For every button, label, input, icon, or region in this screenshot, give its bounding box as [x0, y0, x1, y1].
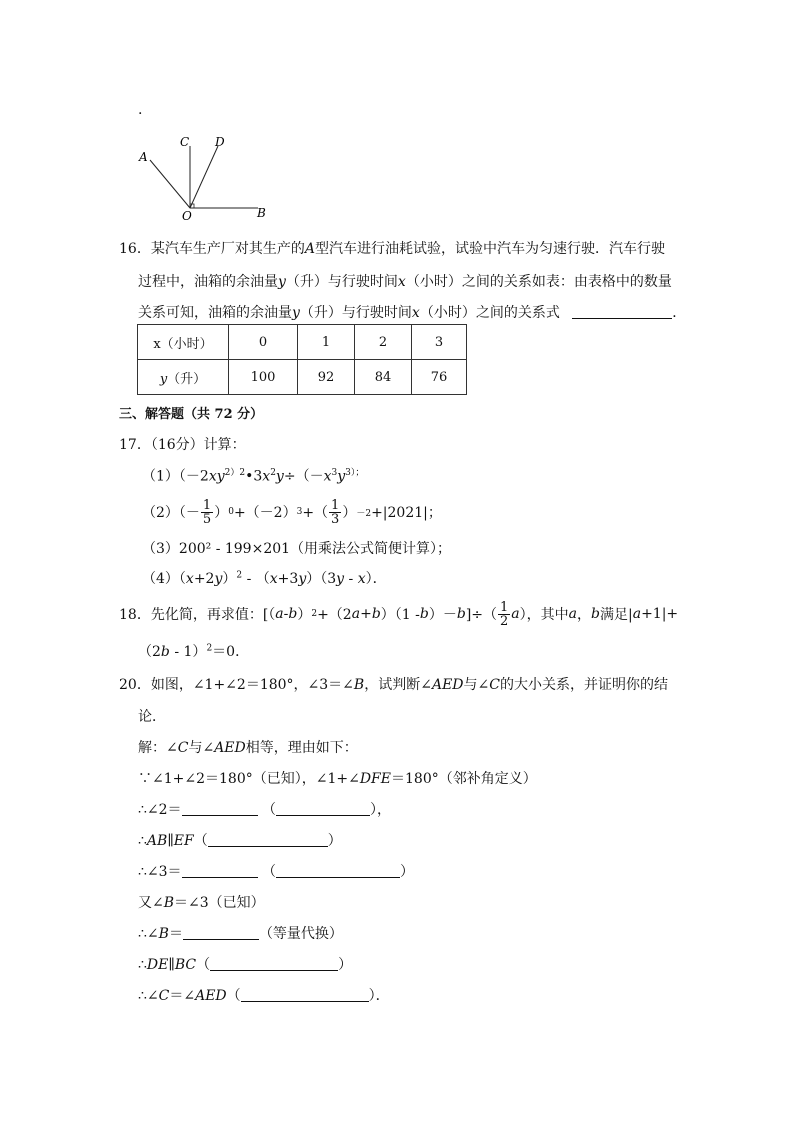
expr: （2 — [138, 644, 161, 660]
exp: 2 — [270, 468, 276, 478]
numerator: 1 — [500, 599, 509, 615]
expr: •3 — [245, 468, 263, 485]
angle-figure — [130, 128, 280, 224]
var: x — [357, 571, 366, 587]
var: x — [262, 468, 271, 485]
q16-text: （升）与行驶时间 — [299, 305, 412, 321]
answer-blank[interactable] — [183, 925, 259, 940]
expr: （等量代换） — [258, 926, 343, 942]
var: AED — [195, 988, 227, 1004]
q17-part4 — [142, 568, 387, 588]
expr: ） — [214, 505, 229, 521]
expr: 解：∠ — [138, 740, 178, 756]
var: b — [456, 606, 466, 622]
q17-head: 17．（16分）计算： — [119, 437, 246, 453]
expr: ）－ — [428, 607, 457, 623]
q16-text: ． — [672, 305, 687, 321]
var: y — [298, 571, 307, 587]
exp: －2 — [356, 508, 372, 519]
var-y: y — [278, 274, 286, 290]
q18-line1 — [119, 597, 678, 631]
expr: ）（3 — [306, 571, 337, 587]
section-heading: 三、解答题（共 72 分） — [119, 407, 264, 422]
exp: 3）； — [345, 468, 365, 478]
expr: - — [344, 571, 358, 587]
expr: 20．如图，∠1+∠2＝180°，∠3＝∠ — [119, 677, 354, 693]
step-5 — [138, 892, 265, 912]
expr: ＝ — [168, 926, 183, 942]
exp: 2 — [236, 570, 243, 581]
expr: ，试判断∠ — [364, 677, 432, 693]
var: AED — [214, 740, 246, 756]
expr: ） — [400, 864, 414, 880]
table-header-y — [138, 360, 229, 395]
expr: （4）（ — [142, 571, 186, 587]
expr: ），其中 — [519, 607, 569, 623]
var: DFE — [359, 771, 391, 787]
var: AED — [431, 677, 464, 693]
var: y — [336, 571, 345, 587]
expr: 满足| — [599, 607, 633, 623]
expr: ÷（－ — [283, 468, 324, 485]
expr: ）（1 - — [380, 607, 420, 623]
expr: ]÷（ — [465, 607, 498, 623]
var: B — [353, 677, 365, 693]
var: C — [158, 988, 170, 1004]
expr: 与∠ — [188, 740, 215, 756]
table-cell: 3 — [412, 325, 467, 360]
reason-blank[interactable] — [210, 956, 338, 971]
var: DE — [146, 957, 169, 973]
var: a — [275, 606, 284, 622]
var: x — [269, 571, 278, 587]
step-1 — [138, 768, 537, 788]
q20-line1 — [119, 674, 668, 694]
expr: ∴∠2＝ — [138, 802, 182, 818]
label-a: A — [139, 150, 148, 164]
expr: ∴∠3＝ — [138, 864, 182, 880]
table-cell: 1 — [298, 325, 355, 360]
table-cell: 100 — [229, 360, 298, 395]
expr: ）． — [365, 571, 387, 587]
q17-part3: （3）200² - 199×201（用乘法公式简便计算）； — [142, 541, 452, 557]
expr: + — [360, 606, 372, 622]
step-4 — [138, 861, 414, 881]
expr: ）， — [370, 802, 391, 818]
expr: （1）（－2 — [142, 468, 209, 485]
expr: ）． — [368, 988, 390, 1004]
expr: （ — [226, 988, 241, 1004]
exp: 2 — [239, 468, 246, 478]
q17-part1 — [142, 465, 364, 486]
reason-blank[interactable] — [241, 987, 369, 1002]
var: B — [158, 926, 169, 942]
q16-text: 某汽车生产厂对其生产的 — [150, 241, 305, 257]
var: EF — [173, 833, 194, 849]
var: x — [323, 468, 332, 485]
q17-part2 — [142, 496, 442, 528]
var: a — [568, 606, 578, 622]
q16-line1 — [119, 238, 665, 258]
unit: （升） — [167, 371, 207, 387]
q16-line3 — [138, 302, 686, 322]
step-3 — [138, 830, 342, 850]
fraction — [329, 499, 341, 526]
expr: ∴ — [138, 833, 147, 849]
numerator: 1 — [331, 497, 340, 513]
expr: +3 — [277, 571, 299, 587]
var: y — [337, 468, 346, 485]
var: a — [351, 606, 361, 622]
q18-line2 — [138, 641, 249, 661]
expr: ） — [338, 957, 353, 973]
fraction — [201, 499, 213, 526]
var-y: y — [292, 305, 300, 321]
expr: ∥ — [168, 957, 175, 973]
label-b: B — [257, 206, 266, 220]
reason-blank[interactable] — [276, 801, 370, 816]
expr: 相等，理由如下： — [245, 740, 358, 756]
answer-blank[interactable] — [182, 863, 258, 878]
table-cell: 0 — [229, 325, 298, 360]
expr: +|2021|； — [371, 505, 442, 521]
expr: - — [283, 606, 289, 622]
q16-text: （升）与行驶时间 — [285, 274, 398, 290]
var: y — [214, 571, 223, 587]
denominator: 5 — [202, 511, 212, 527]
var: a — [511, 606, 520, 622]
denominator: 3 — [331, 511, 340, 527]
answer-blank[interactable] — [572, 304, 672, 319]
var: C — [489, 677, 500, 693]
table-cell: 2 — [355, 325, 412, 360]
table-cell: 84 — [355, 360, 412, 395]
reason-blank[interactable] — [276, 863, 400, 878]
step-6 — [138, 923, 343, 943]
var-x: x — [397, 274, 406, 290]
ray-oa — [150, 160, 190, 208]
q16-text: 过程中，油箱的余油量 — [138, 274, 278, 290]
step-8 — [138, 985, 390, 1005]
fraction — [498, 601, 510, 628]
expr: ） — [342, 505, 357, 521]
var: b — [160, 644, 170, 660]
reason-blank[interactable] — [208, 832, 328, 847]
top-dot: . — [138, 102, 143, 118]
expr: 又∠ — [138, 895, 164, 911]
denominator: 2 — [500, 613, 509, 629]
expr: - 1） — [169, 644, 207, 660]
expr: ） — [327, 833, 342, 849]
table-header-x: x（小时） — [138, 325, 229, 360]
expr: 与∠ — [463, 677, 490, 693]
table-cell: 76 — [412, 360, 467, 395]
var-a: A — [304, 241, 315, 257]
expr: - （ — [242, 571, 270, 587]
var: BC — [174, 957, 197, 973]
expr: （ — [193, 833, 208, 849]
exp: 0 — [228, 507, 234, 517]
expr: +（－2） — [233, 505, 297, 521]
expr: +（2 — [317, 607, 352, 623]
expr: 18．先化简，再求值：[（ — [119, 607, 276, 623]
var: y — [275, 468, 284, 485]
answer-blank[interactable] — [182, 801, 258, 816]
expr: ＝∠ — [169, 988, 196, 1004]
exp: 2） — [224, 468, 240, 478]
oil-table — [137, 324, 467, 395]
var: xy — [208, 468, 225, 485]
expr: +（ — [302, 505, 329, 521]
expr: ， — [577, 607, 592, 623]
expr: ∴ — [138, 957, 147, 973]
solution-intro — [138, 737, 358, 757]
q16-text: （小时）之间的关系如表：由表格中的数量 — [405, 274, 672, 290]
expr: ∵∠1+∠2＝180°（已知），∠1+∠ — [138, 771, 360, 787]
var: b — [371, 606, 381, 622]
var: b — [419, 606, 429, 622]
q16-text: 型汽车进行油耗试验，试验中汽车为匀速行驶．汽车行驶 — [314, 241, 665, 257]
expr: （ — [262, 864, 276, 880]
var: x — [185, 571, 194, 587]
var: b — [288, 606, 298, 622]
step-2 — [138, 799, 391, 819]
q16-text: （小时）之间的关系式 — [419, 305, 560, 321]
exp: 2 — [311, 609, 318, 619]
ray-od — [190, 146, 218, 208]
expr: ） — [297, 607, 312, 623]
expr: ＝180°（邻补角定义） — [391, 771, 537, 787]
expr: （ — [196, 957, 211, 973]
expr: （ — [262, 802, 276, 818]
expr: +2 — [193, 571, 215, 587]
expr: ） — [222, 571, 237, 587]
var: B — [163, 895, 175, 911]
var: AB — [146, 833, 168, 849]
var: a — [632, 606, 642, 622]
var-x: x — [411, 305, 420, 321]
expr: ∥ — [167, 833, 174, 849]
expr: ＝∠3（已知） — [174, 895, 265, 911]
expr: ∴∠ — [138, 926, 159, 942]
step-7 — [138, 954, 352, 974]
numerator: 1 — [202, 497, 212, 513]
var: C — [177, 740, 189, 756]
table-row — [138, 325, 467, 360]
table-cell: 92 — [298, 360, 355, 395]
exp: 2 — [206, 643, 213, 654]
expr: 的大小关系，并证明你的结 — [499, 677, 668, 693]
exp: 3 — [331, 468, 338, 478]
label-o: O — [182, 209, 192, 223]
expr: ∴∠ — [138, 988, 159, 1004]
label-d: D — [215, 135, 225, 149]
expr: +1|+ — [641, 606, 679, 622]
var: b — [591, 606, 600, 622]
var-y: y — [159, 371, 168, 387]
table-row — [138, 360, 467, 395]
label-c: C — [180, 135, 190, 149]
q16-text: 关系可知，油箱的余油量 — [138, 305, 292, 321]
q20-line2: 论． — [138, 709, 166, 725]
q16-number: 16． — [119, 241, 151, 257]
expr: （2）（－ — [142, 505, 200, 521]
exp: 3 — [296, 507, 303, 517]
q16-line2 — [138, 271, 672, 291]
expr: ＝0． — [212, 644, 250, 660]
